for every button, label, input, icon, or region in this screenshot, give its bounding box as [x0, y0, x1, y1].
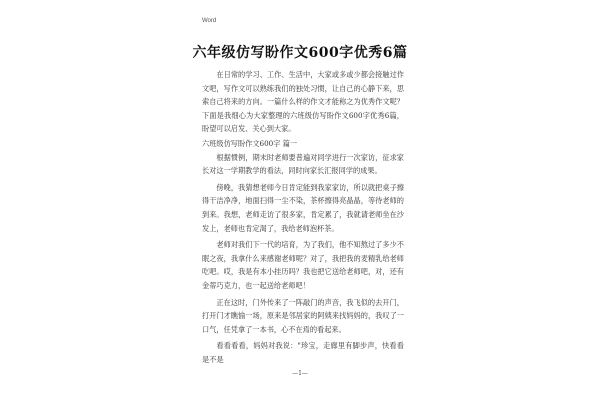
body-paragraph: 看看看看，妈妈对我说："珍宝，走廊里有脚步声，快看看是不是	[202, 341, 404, 364]
document-body	[202, 68, 404, 366]
body-paragraph: 老师对我们下一代的培育，为了我们，他不知熬过了多少不眠之夜，我拿什么来感谢老师呢？对了，我把我的麦精乳给老师吃吧。哎，我是有本小挂历吗？我也把它送给老师吧，对，还有金蒂巧克力，也一起送给老师吧！	[202, 240, 404, 290]
document-title: 六年级仿写盼作文600字优秀6篇	[192, 45, 408, 61]
body-paragraph: 根据惯例，期末时老师要普遍对同学进行一次家访，征求家长对这一学期教学的看法，同时向家长汇报同学的成果。	[202, 152, 404, 176]
intro-paragraph: 在日常的学习、工作、生活中，大家或多或少都会接触过作文吧，写作文可以熟练我们的独处习惯，让自己的心静下来，思索自己将来的方向。一篇什么样的作文才能称之为优秀作文呢？下面是我细心为大家整理的六班级仿写盼作文600字优秀6篇，盼望可以启发、关心到大家。	[202, 70, 404, 134]
body-paragraph: 傍晚，我猜想老师今日肯定能到我家家访，所以就把桌子擦得干洁净净，地面扫得一尘不染，茶杯擦得亮晶晶，等待老师的到来。我想，老师走访了很多家，肯定累了，我就请老师坐在沙发上，老师也肯定渴了，我给老师泡杯茶。	[202, 182, 404, 233]
body-paragraph: 正在这时，门外传来了一阵敲门的声音，我飞似的去开门，打开门才瞧愉一场，原来是邻居家的阿姨来找妈妈的，我叹了一口气，任凭拿了一本书，心不在焉的看起来。	[202, 297, 404, 334]
app-label: Word	[202, 18, 217, 24]
section-heading: 六班级仿写盼作文600字 篇一	[202, 138, 298, 148]
page-number: —1—	[292, 370, 308, 377]
